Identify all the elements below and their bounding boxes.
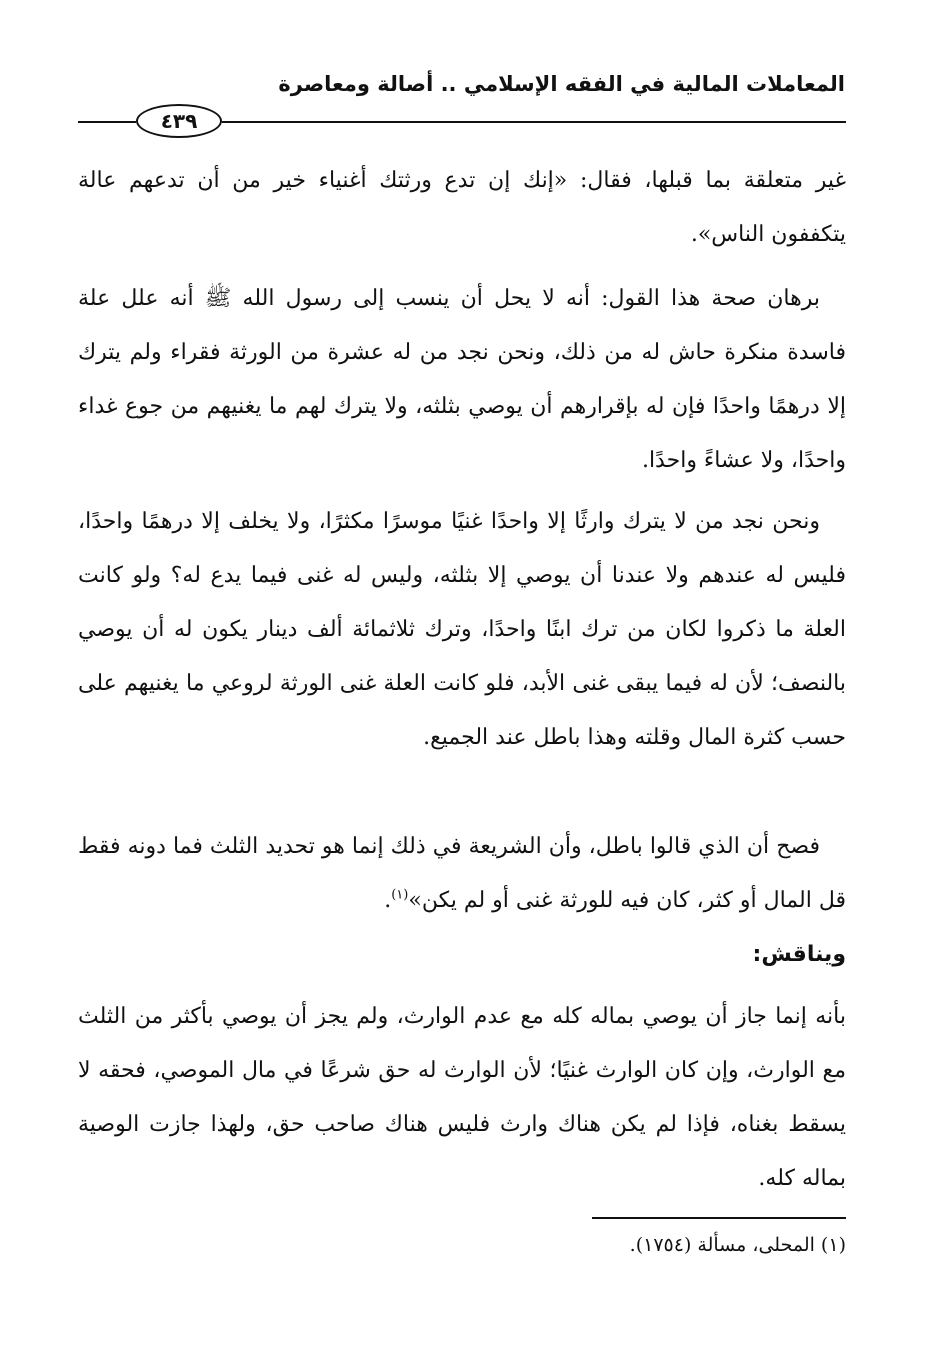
header-rule-right bbox=[222, 121, 846, 123]
paragraph-1: غير متعلقة بما قبلها، فقال: «إنك إن تدع ورثتك أغنياء خير من أن تدعهم عالة يتكففون الناس». bbox=[78, 168, 846, 247]
footnote-separator bbox=[592, 1217, 846, 1219]
section-heading: ويناقش: bbox=[752, 942, 846, 967]
paragraph-3: ونحن نجد من لا يترك وارثًا إلا واحدًا غنيًا موسرًا مكثرًا، ولا يخلف إلا درهمًا واحدًا، فليس له عندهم ولا عندنا أن يوصي إلا بثلثه، وليس له غنى فيما يدع له؟ ولو كانت العلة ما ذكروا لكان من ترك ابنًا واحدًا، وترك ثلاثمائة ألف دينار يكون له أن يوصي بالنصف؛ لأن له فيما يبقى غنى الأبد، فلو كانت العلة غنى الورثة لروعي ما يغنيهم على حسب كثرة المال وقلته وهذا باطل عند الجميع. bbox=[78, 509, 846, 750]
header-rule-left bbox=[78, 121, 136, 123]
running-head-title: المعاملات المالية في الفقه الإسلامي .. أصالة ومعاصرة bbox=[278, 72, 845, 96]
paragraph-4-end: . bbox=[384, 888, 392, 913]
footnote: (١) المحلى، مسألة (١٧٥٤). bbox=[629, 1234, 846, 1256]
paragraph-4-text: فصح أن الذي قالوا باطل، وأن الشريعة في ذلك إنما هو تحديد الثلث فما دونه فقط قل المال أو كثر، كان فيه للورثة غنى أو لم يكن» bbox=[78, 834, 846, 913]
paragraph-4 bbox=[78, 820, 846, 928]
page-number: ٤٣٩ bbox=[136, 104, 222, 138]
paragraph-6: بأنه إنما جاز أن يوصي بماله كله مع عدم الوارث، ولم يجز أن يوصي بأكثر من الثلث مع الوارث، وإن كان الوارث غنيًا؛ لأن الوارث له حق شرعًا في مال الموصي، فحقه لا يسقط بغناه، فإذا لم يكن هناك وارث فليس هناك صاحب حق، ولهذا جازت الوصية بماله كله. bbox=[78, 1004, 846, 1191]
footnote-reference[interactable]: (١) bbox=[391, 887, 409, 903]
paragraph-2: برهان صحة هذا القول: أنه لا يحل أن ينسب إلى رسول الله ﷺ أنه علل علة فاسدة منكرة حاش له من ذلك، ونحن نجد من له عشرة من الورثة فقراء ولم يترك إلا درهمًا واحدًا فإن له بإقرارهم أن يوصي بثلثه، ولا يترك لهم ما يغنيهم من جوع غداء واحدًا، ولا عشاءً واحدًا. bbox=[78, 286, 846, 473]
